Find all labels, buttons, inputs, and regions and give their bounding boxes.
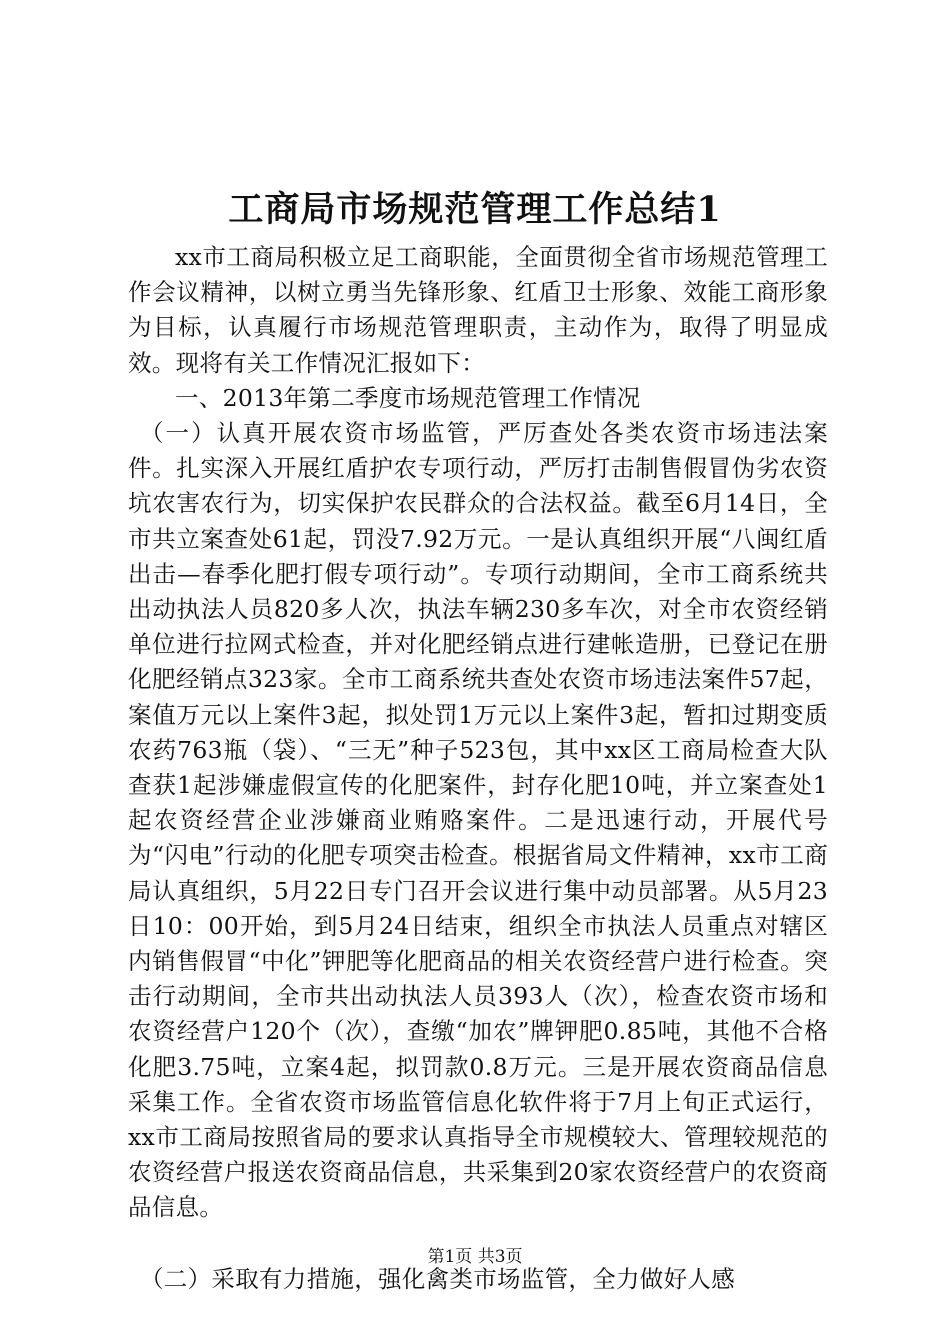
item-two-paragraph: （二）采取有力措施，强化禽类市场监管，全力做好人感	[140, 1264, 735, 1293]
document-title: 工商局市场规范管理工作总结1	[228, 189, 722, 230]
page-footer: 第1页 共3页	[427, 1247, 523, 1267]
item-one-paragraph: （一）认真开展农资市场监管，严厉查处各类农资市场违法案件。扎实深入开展红盾护农专项行动，严厉打击制售假冒伪劣农资坑农害农行为，切实保护农民群众的合法权益。截至6月14日，全市共立案查处61起，罚没7.92万元。一是认真组织开展“八闽红盾出击—春季化肥打假专项行动”。专项行动期间，全市工商系统共出动执法人员820多人次，执法车辆230多车次，对全市农资经销单位进行拉网式检查，并对化肥经销点进行建帐造册，已登记在册化肥经销点323家。全市工商系统共查处农资市场违法案件57起，案值万元以上案件3起，拟处罚1万元以上案件3起，暂扣过期变质农药763瓶（袋）、“三无”种子523包，其中xx区工商局检查大队查获1起涉嫌虚假宣传的化肥案件，封存化肥10吨，并立案查处1起农资经营企业涉嫌商业贿赂案件。二是迅速行动，开展代号为“闪电”行动的化肥专项突击检查。根据省局文件精神，xx市工商局认真组织，5月22日专门召开会议进行集中动员部署。从5月23日10：00开始，到5月24日结束，组织全市执法人员重点对辖区内销售假冒“中化”钾肥等化肥商品的相关农资经营户进行检查。突击行动期间，全市共出动执法人员393人（次），检查农资市场和农资经营户120个（次），查缴“加农”牌钾肥0.85吨，其他不合格化肥3.75吨，立案4起，拟罚款0.8万元。三是开展农资商品信息采集工作。全省农资市场监管信息化软件将于7月上旬正式运行，xx市工商局按照省局的要求认真指导全市规模较大、管理较规范的农资经营户报送农资商品信息，共采集到20家农资经营户的农资商品信息。	[128, 419, 828, 1222]
intro-paragraph: xx市工商局积极立足工商职能，全面贯彻全省市场规范管理工作会议精神，以树立勇当先锋形象、红盾卫士形象、效能工商形象为目标，认真履行市场规范管理职责，主动作为，取得了明显成效。现将有关工作情况汇报如下：	[128, 243, 828, 377]
section-heading: 一、2013年第二季度市场规范管理工作情况	[175, 383, 641, 412]
document-body	[128, 240, 828, 1297]
